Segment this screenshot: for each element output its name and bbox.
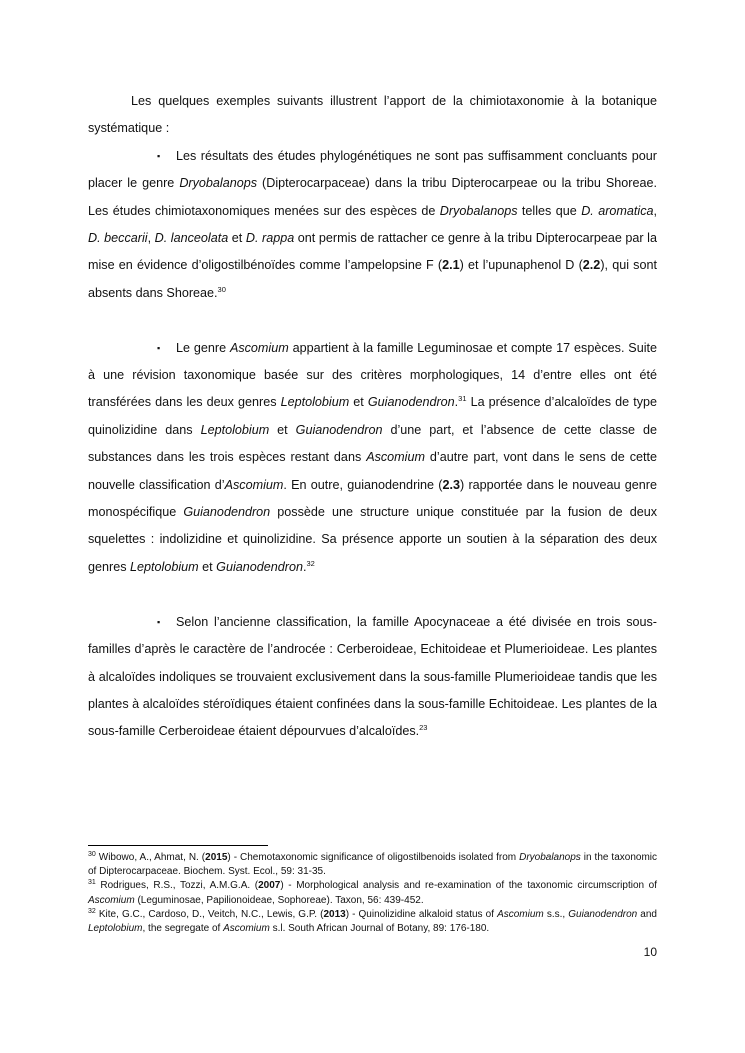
text-run: et bbox=[198, 559, 217, 574]
footnote bbox=[88, 879, 657, 907]
italic-text: Ascomium bbox=[366, 450, 425, 465]
text-run: (Dipterocarpaceae) dans la tribu Dipterocarpeae ou la tribu Shoreae. Les études chimiotaxonomiques menées sur des espèces de bbox=[88, 176, 657, 218]
italic-text: Guianodendron bbox=[568, 908, 638, 920]
italic-text: Ascomium bbox=[224, 477, 284, 492]
text-run: . En outre, guianodendrine ( bbox=[283, 477, 443, 492]
text-run: , the segregate of bbox=[142, 923, 224, 935]
text-run: d’une part, et l’absence de cette classe de substances dans les trois espèces restant dans bbox=[88, 422, 657, 465]
text-run: s.l. South African Journal of Botany, 89: 176-180. bbox=[269, 923, 490, 935]
body-text bbox=[88, 88, 657, 746]
italic-text: Dryobalanops bbox=[519, 852, 581, 863]
text-run: et bbox=[349, 395, 368, 410]
italic-text: D. lanceolata bbox=[154, 231, 229, 246]
italic-text: D. rappa bbox=[245, 231, 295, 246]
bold-text: 2013 bbox=[323, 908, 346, 920]
footnote-ref: 31 bbox=[88, 879, 96, 887]
text-run: ), qui sont absents dans Shoreae. bbox=[88, 258, 657, 300]
text-run: Wibowo, A., Ahmat, N. ( bbox=[95, 852, 206, 863]
text-run: Kite, G.C., Cardoso, D., Veitch, N.C., Lewis, G.P. ( bbox=[95, 908, 324, 920]
bold-text: 2.3 bbox=[442, 477, 461, 492]
page-number: 10 bbox=[643, 945, 657, 959]
footnote bbox=[88, 851, 657, 879]
text-run: Le genre bbox=[176, 340, 230, 355]
text-run: . bbox=[302, 559, 307, 574]
text-run: Rodrigues, R.S., Tozzi, A.M.G.A. ( bbox=[95, 880, 259, 892]
footnote-ref: 32 bbox=[306, 558, 315, 568]
text-run: La présence d’alcaloïdes de type quinolizidine dans bbox=[88, 395, 657, 437]
bold-text: 2.1 bbox=[442, 258, 460, 273]
bullet-icon: ▪ bbox=[157, 342, 161, 353]
text-run: ) rapportée dans le nouveau genre monospécifique bbox=[88, 477, 658, 520]
text-run: s.s., bbox=[543, 908, 569, 920]
italic-text: Ascomium bbox=[497, 908, 544, 920]
italic-text: Dryobalanops bbox=[179, 176, 258, 191]
text-run: possède une structure unique constituée par la fusion de deux squelettes : indolizidine et quinolizidine. Sa présence apporte un soutien à la séparation des deux genres bbox=[88, 505, 657, 574]
bold-text: 2015 bbox=[205, 852, 228, 863]
footnote-ref: 30 bbox=[88, 851, 96, 858]
bold-text: 2007 bbox=[258, 880, 281, 892]
italic-text: Leptolobium bbox=[130, 559, 199, 574]
italic-text: Ascomium bbox=[229, 340, 289, 355]
bullet-icon: ▪ bbox=[157, 150, 161, 161]
text-run: ) - Morphological analysis and re-examination of the taxonomic circumscription of bbox=[280, 880, 658, 892]
italic-text: Dryobalanops bbox=[439, 203, 518, 218]
text-run: et bbox=[269, 422, 296, 437]
footnote-separator bbox=[88, 845, 268, 846]
bullet-paragraph bbox=[88, 609, 657, 746]
text-run: ) - Chemotaxonomic significance of oligostilbenoids isolated from bbox=[227, 852, 520, 863]
text-run: appartient à la famille Leguminosae et compte 17 espèces. Suite à une révision taxonomique basée sur des critères morphologiques, 14 d’entre elles ont été transférées dans les deux genres bbox=[88, 340, 657, 410]
text-run: telles que bbox=[517, 203, 582, 218]
text-run: , bbox=[653, 203, 657, 218]
italic-text: Ascomium bbox=[88, 894, 135, 906]
footnote-ref: 30 bbox=[217, 284, 226, 294]
footnote-ref: 31 bbox=[458, 394, 467, 404]
bullet-paragraph bbox=[88, 143, 657, 307]
text-run: ) et l’upunaphenol D ( bbox=[459, 258, 583, 273]
footnote-ref: 32 bbox=[88, 907, 96, 915]
text-run: . bbox=[454, 395, 459, 410]
italic-text: D. beccarii bbox=[88, 231, 148, 246]
bullet-paragraph bbox=[88, 335, 657, 582]
italic-text: Leptolobium bbox=[280, 395, 350, 410]
italic-text: Guianodendron bbox=[183, 505, 271, 520]
text-run: et bbox=[228, 231, 246, 246]
text-run: ) - Quinolizidine alkaloid status of bbox=[345, 908, 498, 920]
italic-text: D. aromatica bbox=[581, 203, 654, 218]
text-run: , bbox=[147, 231, 155, 246]
italic-text: Guianodendron bbox=[295, 422, 383, 437]
text-run: d’autre part, vont dans le sens de cette nouvelle classification d’ bbox=[88, 450, 657, 492]
text-run: ont permis de rattacher ce genre à la tribu Dipterocarpeae par la mise en évidence d’oligostilbénoïdes comme l’ampelopsine F ( bbox=[88, 231, 657, 273]
italic-text: Ascomium bbox=[223, 923, 270, 935]
intro-paragraph bbox=[88, 88, 657, 143]
footnote-ref: 23 bbox=[419, 723, 428, 733]
footnotes bbox=[88, 851, 657, 936]
text-run: in the taxonomic of Dipterocarpaceae. Biochem. Syst. Ecol., 59: 31-35. bbox=[88, 852, 657, 878]
text-run: Les quelques exemples suivants illustrent l’apport de la chimiotaxonomie à la botanique systématique : bbox=[88, 94, 657, 136]
paragraph-gap bbox=[88, 581, 657, 608]
italic-text: Leptolobium bbox=[200, 422, 270, 437]
bold-text: 2.2 bbox=[582, 258, 601, 273]
text-run: Les résultats des études phylogénétiques ne sont pas suffisamment concluants pour placer le genre bbox=[88, 148, 657, 191]
footnote bbox=[88, 908, 657, 936]
bullet-icon: ▪ bbox=[157, 616, 161, 627]
italic-text: Leptolobium bbox=[88, 923, 143, 935]
italic-text: Guianodendron bbox=[216, 559, 303, 574]
text-run: (Leguminosae, Papilionoideae, Sophoreae). Taxon, 56: 439-452. bbox=[134, 894, 424, 906]
text-run: and bbox=[637, 908, 657, 920]
paragraph-gap bbox=[88, 307, 657, 334]
italic-text: Guianodendron bbox=[367, 395, 455, 410]
text-run: Selon l’ancienne classification, la famille Apocynaceae a été divisée en trois sous-familles d’après le caractère de l’androcée : Cerberoideae, Echitoideae et Plumerioideae. Les plantes à alcaloïdes indoliques se trouvaient exclusivement dans la sous-famille Plumerioideae tandis que les plantes à alcaloïdes stéroïdiques étaient confinées dans la sous-famille Echitoideae. Les plantes de la sous-famille Cerberoideae étaient dépourvues d’alcaloïdes. bbox=[88, 614, 657, 739]
